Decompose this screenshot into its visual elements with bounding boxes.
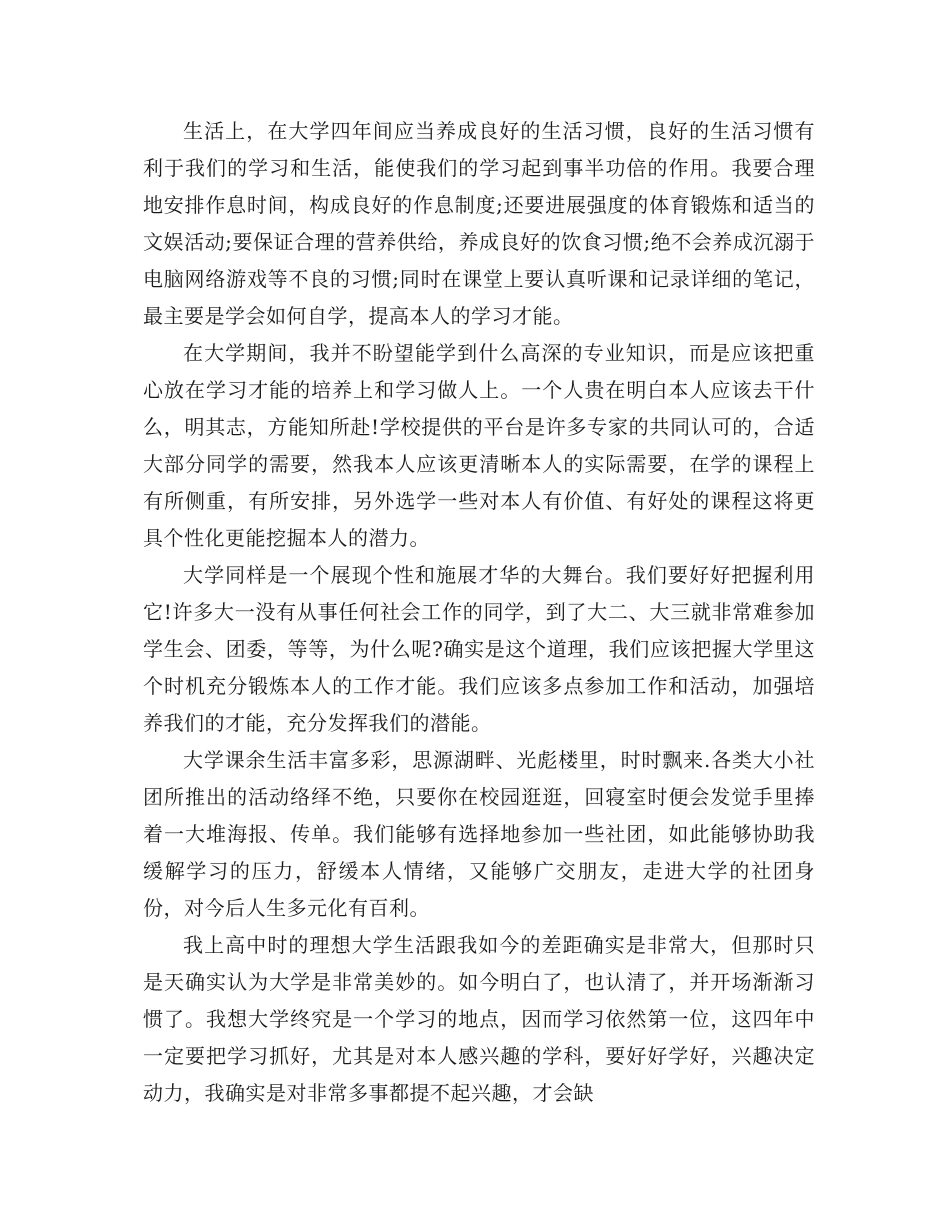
document-body	[143, 113, 815, 1112]
paragraph-clubs: 大学课余生活丰富多彩，思源湖畔、光彪楼里，时时飘来.各类大小社团所推出的活动络绎不绝，只要你在校园逛逛，回寝室时便会发觉手里捧着一大堆海报、传单。我们能够有选择地参加一些社团，如此能够协助我缓解学习的压力，舒缓本人情绪，又能够广交朋友，走进大学的社团身份，对今后人生多元化有百利。	[143, 748, 815, 920]
paragraph-learning-focus: 在大学期间，我并不盼望能学到什么高深的专业知识，而是应该把重心放在学习才能的培养上和学习做人上。一个人贵在明白本人应该去干什么，明其志，方能知所赴!学校提供的平台是许多专家的共同认可的，合适大部分同学的需要，然我本人应该更清晰本人的实际需要，在学的课程上有所侧重，有所安排，另外选学一些对本人有价值、有好处的课程这将更具个性化更能挖掘本人的潜力。	[143, 341, 815, 550]
paragraph-ideal-life: 我上高中时的理想大学生活跟我如今的差距确实是非常大，但那时只是天确实认为大学是非常美妙的。如今明白了，也认清了，并开场渐渐习惯了。我想大学终究是一个学习的地点，因而学习依然第一位，这四年中一定要把学习抓好，尤其是对本人感兴趣的学科，要好好学好，兴趣决定动力，我确实是对非常多事都提不起兴趣，才会缺	[143, 933, 815, 1105]
paragraph-stage: 大学同样是一个展现个性和施展才华的大舞台。我们要好好把握利用它!许多大一没有从事任何社会工作的同学，到了大二、大三就非常难参加学生会、团委，等等，为什么呢?确实是这个道理，我们应该把握大学里这个时机充分锻炼本人的工作才能。我们应该多点参加工作和活动，加强培养我们的才能，充分发挥我们的潜能。	[143, 563, 815, 735]
paragraph-habits: 生活上，在大学四年间应当养成良好的生活习惯，良好的生活习惯有利于我们的学习和生活，能使我们的学习起到事半功倍的作用。我要合理地安排作息时间，构成良好的作息制度;还要进展强度的体育锻炼和适当的文娱活动;要保证合理的营养供给，养成良好的饮食习惯;绝不会养成沉溺于电脑网络游戏等不良的习惯;同时在课堂上要认真听课和记录详细的笔记，最主要是学会如何自学，提高本人的学习才能。	[143, 119, 815, 328]
